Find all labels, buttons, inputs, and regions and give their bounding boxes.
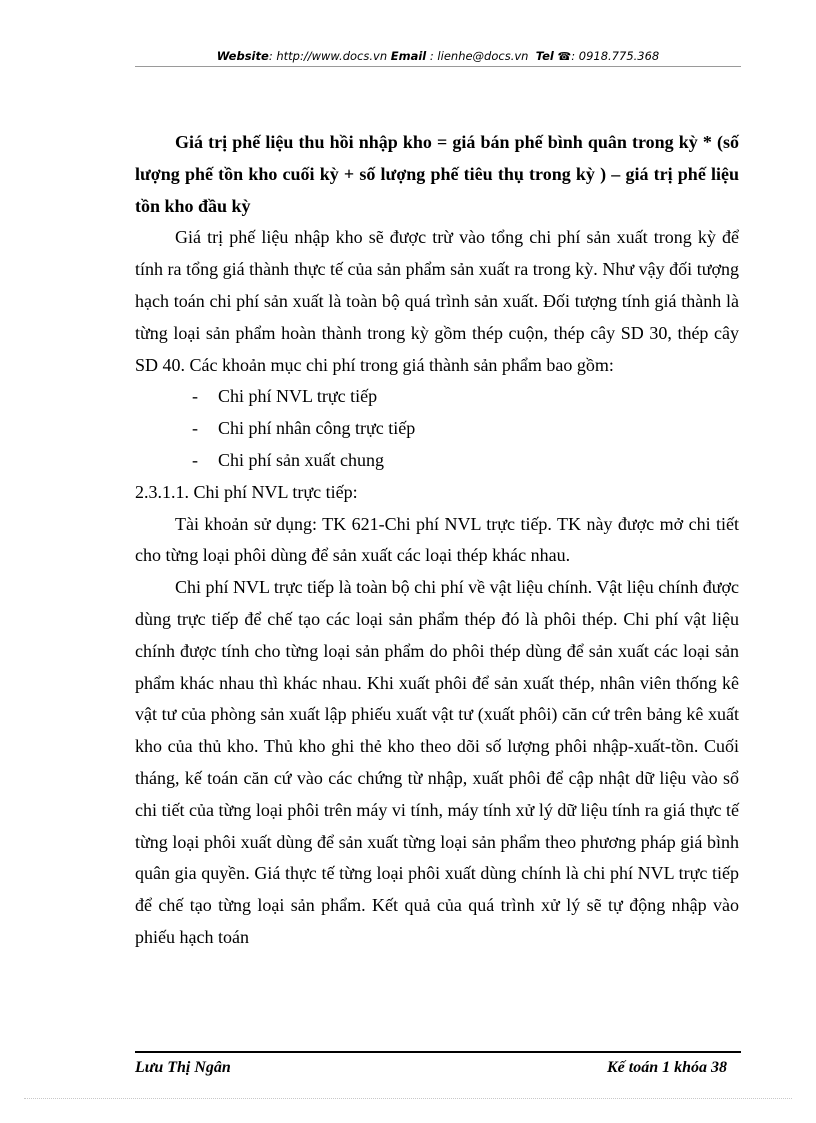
list-item-text: Chi phí nhân công trực tiếp [218, 418, 416, 439]
footer-course: Kế toán 1 khóa 38 [606, 1059, 727, 1076]
list-item [135, 381, 739, 413]
material-cost-paragraph: Chi phí NVL trực tiếp là toàn bộ chi phí về vật liệu chính. Vật liệu chính được dùng trực tiếp để chế tạo các loại sản phẩm thép đó là phôi thép. Chi phí vật liệu chính được tính cho từng loại sản phẩm do phôi thép dùng để sản xuất các loại sản phẩm khác nhau thì khác nhau. Khi xuất phôi để sản xuất thép, nhân viên thống kê vật tư của phòng sản xuất lập phiếu xuất vật tư (xuất phôi) căn cứ trên bảng kê xuất kho của thủ kho. Thủ kho ghi thẻ kho theo dõi số lượng phôi nhập-xuất-tồn. Cuối tháng, kế toán căn cứ vào các chứng từ nhập, xuất phôi để cập nhật dữ liệu vào sổ chi tiết của từng loại phôi trên máy vi tính, máy tính xử lý dữ liệu tính ra giá thực tế từng loại phôi xuất dùng để sản xuất từng loại sản phẩm theo phương pháp giá bình quân gia quyền. Giá thực tế từng loại phôi xuất dùng chính là chi phí NVL trực tiếp để chế tạo từng loại sản phẩm. Kết quả của quá trình xử lý sẽ tự động nhập vào phiếu hạch toán [135, 577, 739, 947]
list-item [135, 445, 739, 477]
header-divider [135, 66, 741, 67]
bullet-marker: - [192, 449, 198, 470]
website-label: Website [216, 49, 269, 63]
document-body [135, 127, 739, 954]
list-item-text: Chi phí sản xuất chung [218, 449, 384, 470]
account-paragraph: Tài khoản sử dụng: TK 621-Chi phí NVL trực tiếp. TK này được mở chi tiết cho từng loại phôi dùng để sản xuất các loại thép khác nhau. [135, 513, 739, 566]
list-item [135, 413, 739, 445]
intro-paragraph: Giá trị phế liệu nhập kho sẽ được trừ vào tổng chi phí sản xuất trong kỳ để tính ra tổng giá thành thực tế của sản phẩm sản xuất ra trong kỳ. Như vậy đối tượng hạch toán chi phí sản xuất là toàn bộ quá trình sản xuất. Đối tượng tính giá thành là từng loại sản phẩm hoàn thành trong kỳ gồm thép cuộn, thép cây SD 30, thép cây SD 40. Các khoản mục chi phí trong giá thành sản phẩm bao gồm: [135, 227, 739, 375]
email-address[interactable]: : lienhe@docs.vn [426, 49, 529, 63]
tel-number: : 0918.775.368 [571, 49, 660, 63]
page-edge-divider [24, 1098, 792, 1099]
bullet-marker: - [192, 386, 198, 407]
section-heading: 2.3.1.1. Chi phí NVL trực tiếp: [135, 481, 358, 502]
formula-paragraph: Giá trị phế liệu thu hồi nhập kho = giá bán phế bình quân trong kỳ * (số lượng phế tồn kho cuối kỳ + số lượng phế tiêu thụ trong kỳ ) – giá trị phế liệu tồn kho đầu kỳ [135, 132, 739, 216]
tel-label: Tel [535, 49, 554, 63]
website-url[interactable]: : http://www.docs.vn [268, 49, 388, 63]
cost-items-list [135, 381, 739, 476]
footer-divider [135, 1051, 741, 1053]
list-item-text: Chi phí NVL trực tiếp [218, 386, 378, 407]
page-header [135, 46, 741, 66]
email-label: Email [390, 49, 427, 63]
bullet-marker: - [192, 418, 198, 439]
phone-icon: ☎ [557, 50, 572, 63]
page-footer [135, 1056, 741, 1080]
footer-author: Lưu Thị Ngân [135, 1059, 231, 1076]
